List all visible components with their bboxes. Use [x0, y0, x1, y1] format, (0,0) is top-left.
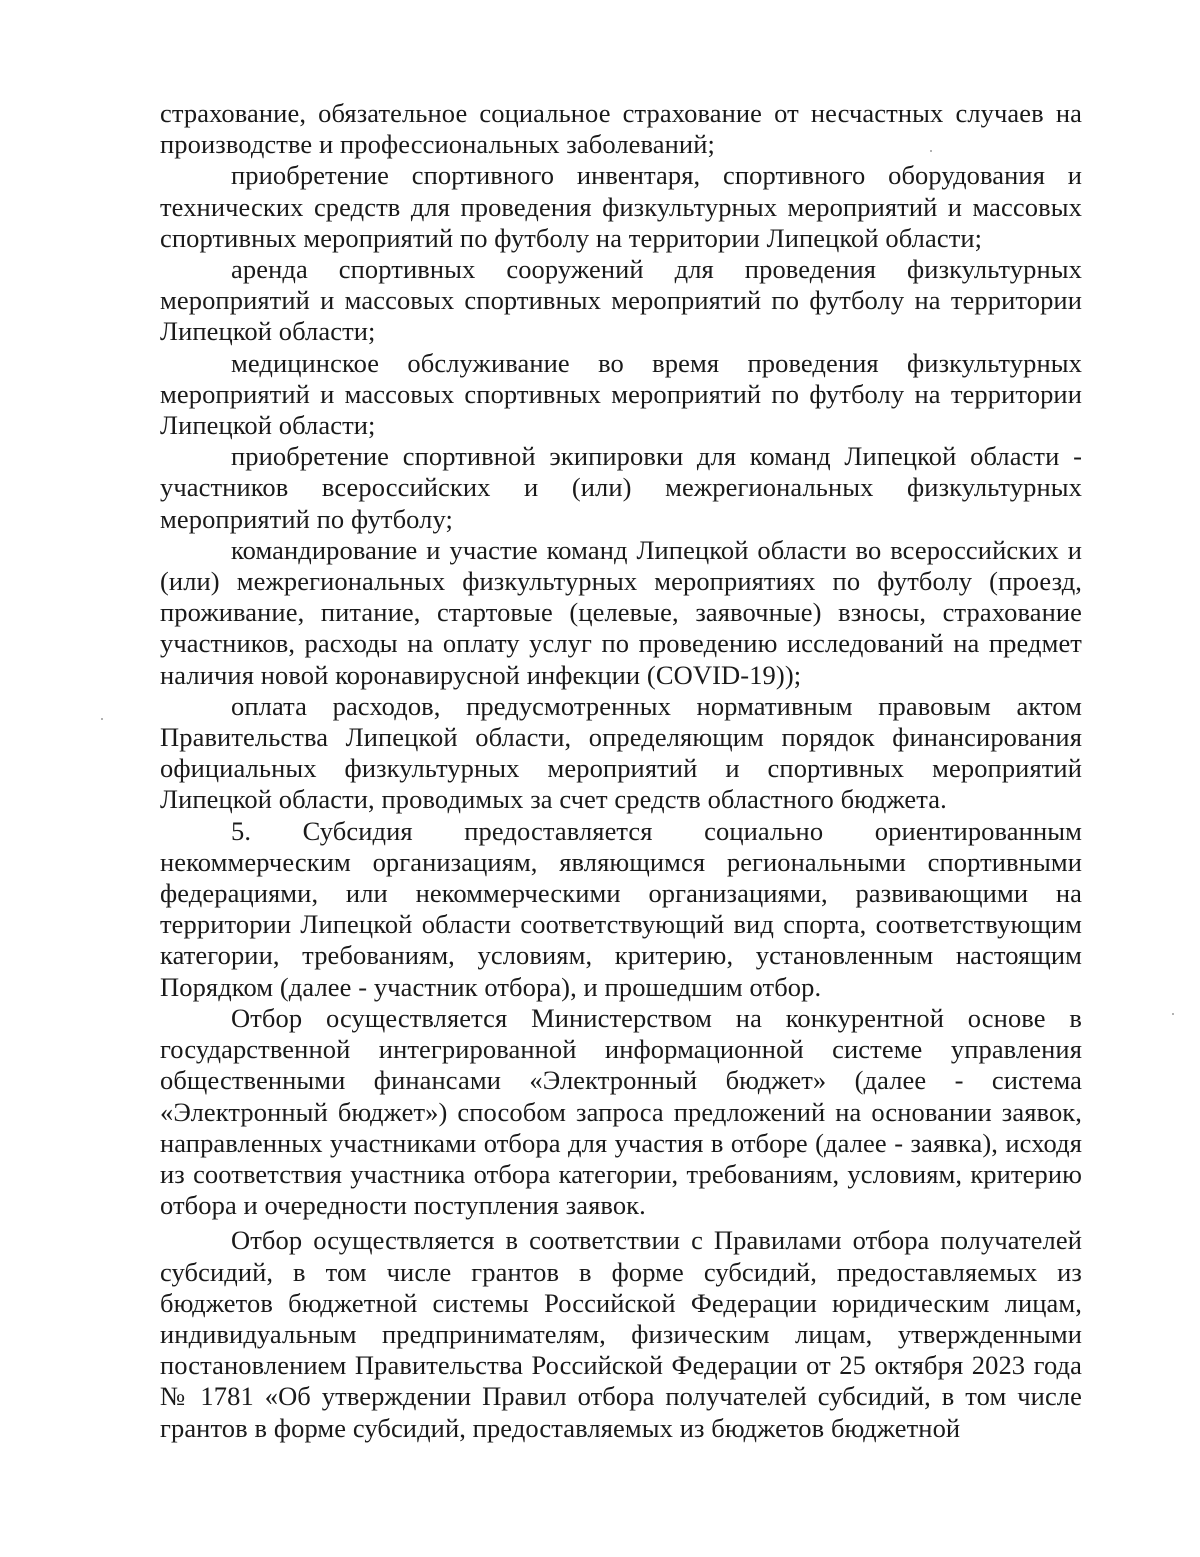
- paragraph-team-outfit: приобретение спортивной экипировки для команд Липецкой области - участников всероссийских и (или) межрегиональных физкультурных мероприятий по футболу;: [160, 441, 1082, 534]
- paragraph-sports-equipment: приобретение спортивного инвентаря, спортивного оборудования и технических средств для проведения физкультурных мероприятий и массовых спортивных мероприятий по футболу на территории Липецкой области;: [160, 160, 1082, 253]
- paragraph-team-travel: командирование и участие команд Липецкой области во всероссийских и (или) межрегиональных физкультурных мероприятиях по футболу (проезд, проживание, питание, стартовые (целевые, заявочные) взносы, страхование участников, расходы на оплату услуг по проведению исследований на предмет наличия новой коронавирусной инфекции (COVID-19));: [160, 534, 1082, 690]
- body-text: [160, 98, 1082, 1444]
- scan-speck: [930, 150, 932, 152]
- scan-speck: [1172, 1013, 1174, 1015]
- paragraph-facility-rental: аренда спортивных сооружений для проведения физкультурных мероприятий и массовых спортивных мероприятий по футболу на территории Липецкой области;: [160, 254, 1082, 347]
- paragraph-selection-process: Отбор осуществляется Министерством на конкурентной основе в государственной интегрированной информационной системе управления общественными финансами «Электронный бюджет» (далее - система «Электронный бюджет») способом запроса предложений на основании заявок, направленных участниками отбора для участия в отборе (далее - заявка), исходя из соответствия участника отбора категории, требованиям, условиям, критерию отбора и очередности поступления заявок.: [160, 1002, 1082, 1221]
- paragraph-selection-rules: Отбор осуществляется в соответствии с Правилами отбора получателей субсидий, в том числе грантов в форме субсидий, предоставляемых из бюджетов бюджетной системы Российской Федерации юридическим лицам, индивидуальным предпринимателям, физическим лицам, утвержденными постановлением Правительства Российской Федерации от 25 октября 2023 года № 1781 «Об утверждении Правил отбора получателей субсидий, в том числе грантов в форме субсидий, предоставляемых из бюджетов бюджетной: [160, 1225, 1082, 1443]
- paragraph-item-5-subsidy: 5. Субсидия предоставляется социально ориентированным некоммерческим организациям, являющимся региональными спортивными федерациями, или некоммерческими организациями, развивающими на территории Липецкой области соответствующий вид спорта, соответствующим категории, требованиям, условиям, критерию, установленным настоящим Порядком (далее - участник отбора), и прошедшим отбор.: [160, 815, 1082, 1002]
- paragraph-medical-service: медицинское обслуживание во время проведения физкультурных мероприятий и массовых спортивных мероприятий по футболу на территории Липецкой области;: [160, 347, 1082, 441]
- scan-speck: [101, 718, 103, 720]
- paragraph-insurance-continuation: страхование, обязательное социальное страхование от несчастных случаев на производстве и профессиональных заболеваний;: [160, 98, 1082, 160]
- paragraph-expense-payment: оплата расходов, предусмотренных нормативным правовым актом Правительства Липецкой области, определяющим порядок финансирования официальных физкультурных мероприятий и спортивных мероприятий Липецкой области, проводимых за счет средств областного бюджета.: [160, 690, 1082, 815]
